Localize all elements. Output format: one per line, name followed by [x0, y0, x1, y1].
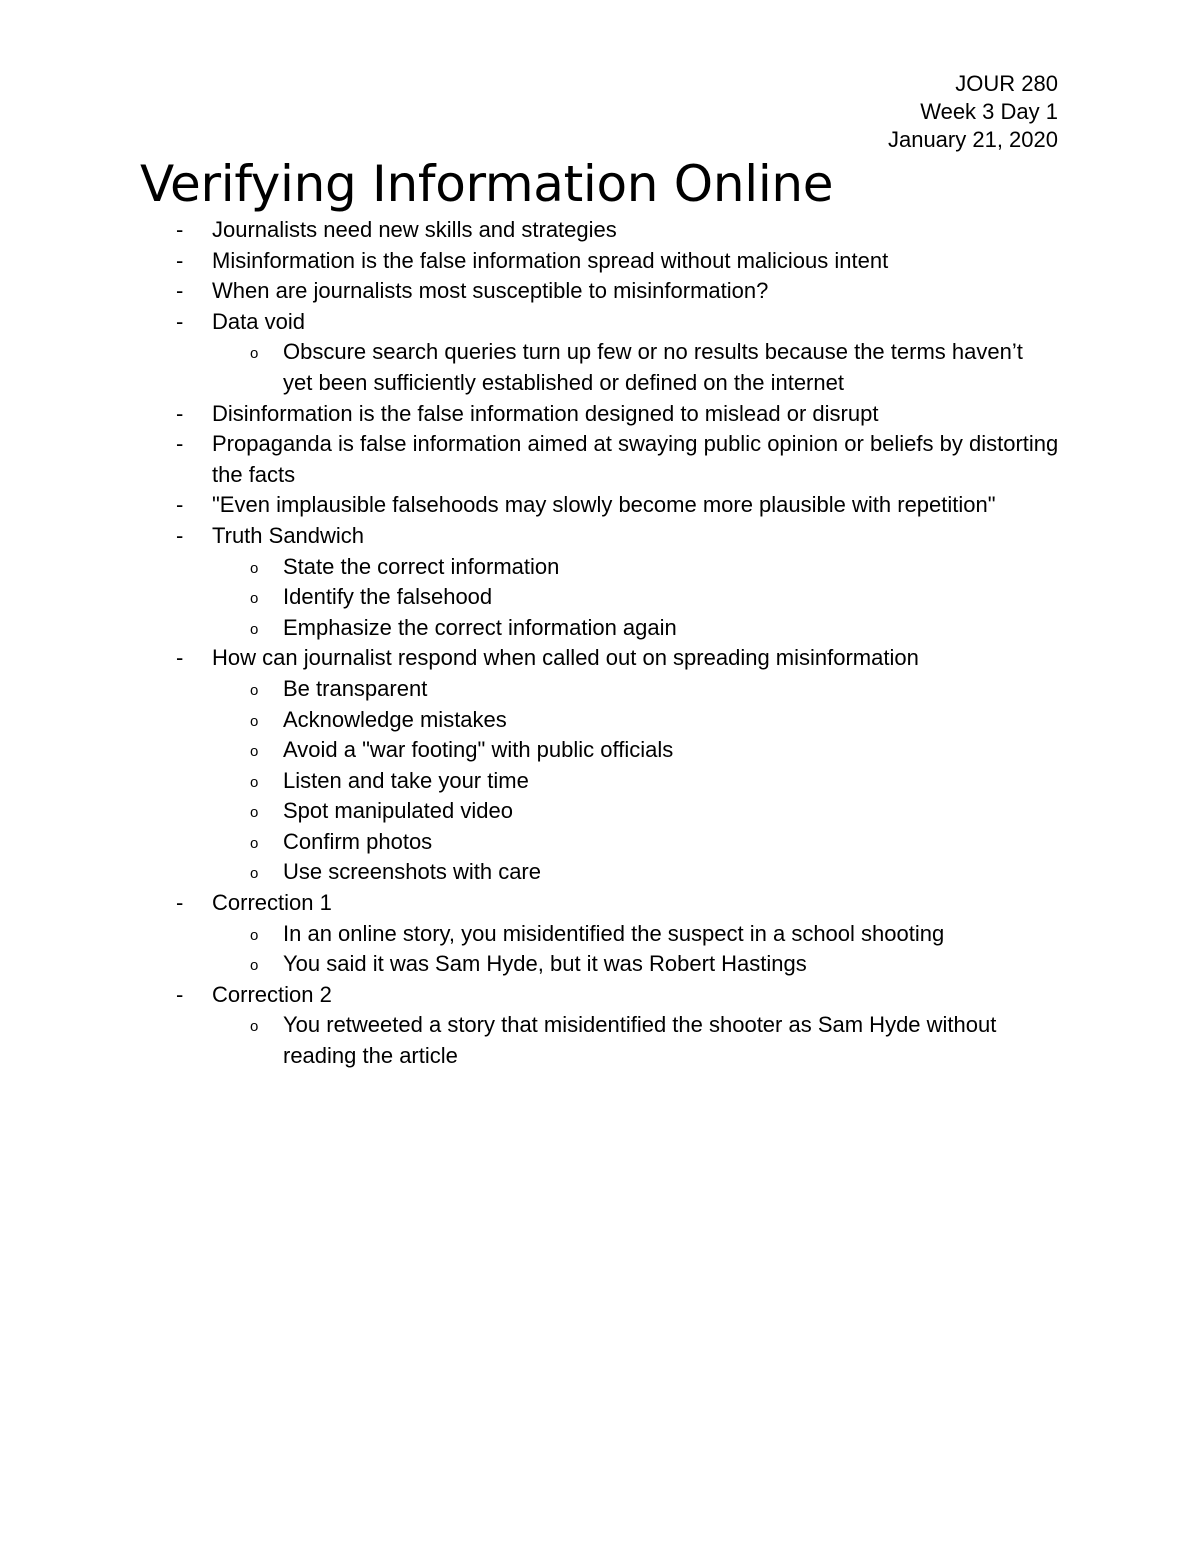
sub-list-item — [0, 827, 1200, 858]
circle-bullet: o — [250, 773, 259, 791]
sub-list-item — [0, 857, 1200, 888]
list-item — [0, 399, 1200, 430]
sub-list-item-text: Avoid a "war footing" with public officials — [283, 737, 674, 763]
list-item-text: Propaganda is false information aimed at swaying public opinion or beliefs by distorting the facts — [212, 431, 1059, 487]
list-item-text: Disinformation is the false information designed to mislead or disrupt — [212, 400, 879, 426]
sub-list-item — [0, 613, 1200, 644]
sub-list-item — [0, 552, 1200, 583]
list-item — [0, 246, 1200, 277]
circle-bullet: o — [250, 926, 259, 944]
sub-list-item-text: Spot manipulated video — [283, 798, 513, 824]
page-title: Verifying Information Online — [140, 155, 834, 213]
dash-bullet: - — [176, 278, 184, 304]
circle-bullet: o — [250, 865, 259, 883]
list-item — [0, 980, 1200, 1011]
list-item-text: Journalists need new skills and strategies — [212, 217, 617, 242]
sub-list-item-text: In an online story, you misidentified the suspect in a school shooting — [283, 920, 945, 946]
sub-list-item-text: Listen and take your time — [283, 767, 529, 793]
document-header — [888, 70, 1058, 154]
list-item-text: Correction 1 — [212, 890, 332, 916]
dash-bullet: - — [176, 645, 184, 671]
circle-bullet: o — [250, 1018, 259, 1036]
list-item-text: "Even implausible falsehoods may slowly become more plausible with repetition" — [212, 492, 996, 518]
dash-bullet: - — [176, 431, 184, 457]
circle-bullet: o — [250, 957, 259, 975]
sub-list-item-text: You retweeted a story that misidentified the shooter as Sam Hyde without reading the article — [283, 1012, 997, 1069]
sub-list-item — [0, 949, 1200, 980]
sub-list-item-text: Identify the falsehood — [283, 584, 493, 610]
list-item-text: Truth Sandwich — [212, 522, 365, 548]
session-label: Week 3 Day 1 — [920, 99, 1058, 124]
list-item — [0, 215, 1200, 246]
circle-bullet: o — [250, 590, 259, 608]
circle-bullet: o — [250, 804, 259, 822]
sub-list-item-text: Use screenshots with care — [283, 859, 541, 885]
list-item-text: When are journalists most susceptible to misinformation? — [212, 278, 769, 304]
list-item-text: Data void — [212, 308, 305, 334]
sub-list-item — [0, 796, 1200, 827]
sub-list-item-text: Acknowledge mistakes — [283, 706, 507, 732]
course-code: JOUR 280 — [955, 71, 1058, 96]
circle-bullet: o — [250, 712, 259, 730]
dash-bullet: - — [176, 522, 184, 548]
list-item — [0, 521, 1200, 552]
sub-list-item — [0, 674, 1200, 705]
list-item — [0, 490, 1200, 521]
sub-list-item-text: Obscure search queries turn up few or no results because the terms haven’t yet been sufficiently established or defined on the internet — [283, 339, 1023, 395]
sub-list-item — [0, 766, 1200, 797]
circle-bullet: o — [250, 345, 259, 363]
sub-list-item-text: Emphasize the correct information again — [283, 614, 677, 640]
dash-bullet: - — [176, 890, 184, 916]
circle-bullet: o — [250, 743, 259, 761]
dash-bullet: - — [176, 308, 184, 334]
circle-bullet: o — [250, 559, 259, 577]
list-item — [0, 429, 1200, 490]
sub-list-item-text: Confirm photos — [283, 828, 433, 854]
sub-list-item-text: State the correct information — [283, 553, 560, 579]
sub-list-item — [0, 705, 1200, 736]
list-item-text: How can journalist respond when called out on spreading misinformation — [212, 645, 919, 671]
dash-bullet: - — [176, 981, 184, 1007]
circle-bullet: o — [250, 681, 259, 699]
sub-list-item-text: Be transparent — [283, 675, 428, 701]
circle-bullet: o — [250, 620, 259, 638]
list-item-text: Correction 2 — [212, 981, 332, 1007]
sub-list-item — [0, 337, 1200, 398]
list-item — [0, 643, 1200, 674]
sub-list-item — [0, 735, 1200, 766]
dash-bullet: - — [176, 492, 184, 518]
dash-bullet: - — [176, 247, 184, 273]
list-item — [0, 276, 1200, 307]
date-label: January 21, 2020 — [887, 127, 1058, 152]
dash-bullet: - — [176, 400, 184, 426]
list-item — [0, 307, 1200, 338]
sub-list-item — [0, 1010, 1200, 1071]
circle-bullet: o — [250, 834, 259, 852]
sub-list-item — [0, 919, 1200, 950]
sub-list-item-text: You said it was Sam Hyde, but it was Robert Hastings — [283, 951, 807, 977]
list-item — [0, 888, 1200, 919]
list-item-text: Misinformation is the false information spread without malicious intent — [212, 247, 889, 273]
notes-list — [0, 215, 1200, 1072]
sub-list-item — [0, 582, 1200, 613]
dash-bullet: - — [176, 217, 184, 242]
